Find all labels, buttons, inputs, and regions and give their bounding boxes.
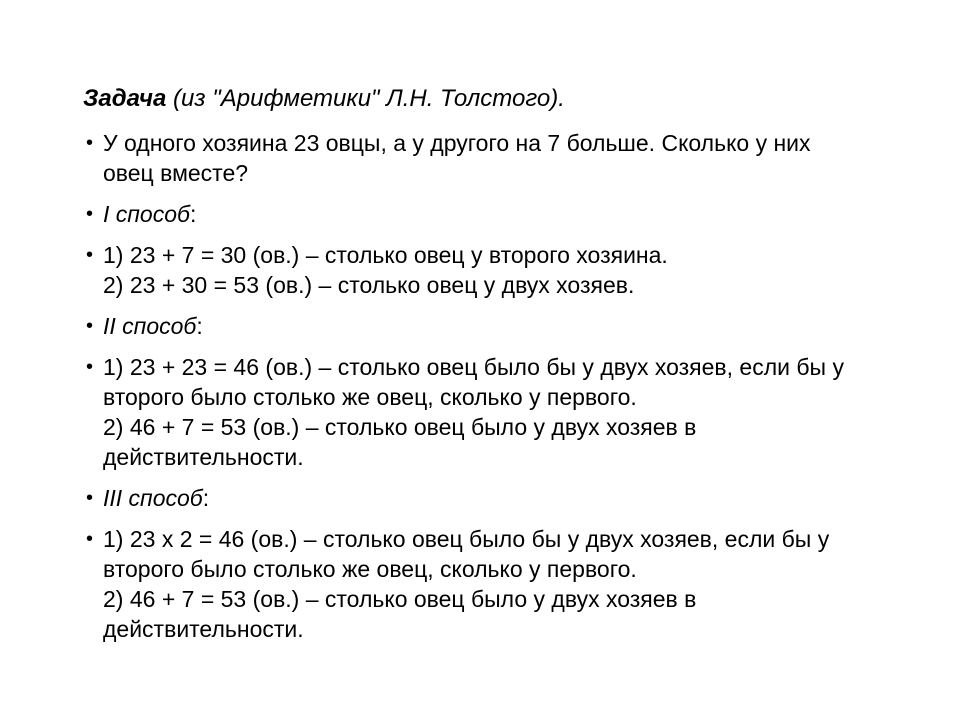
step-line: 1) 23 + 7 = 30 (ов.) – столько овец у второго хозяина. — [103, 242, 668, 268]
step-line: второго было столько же овец, сколько у первого. — [103, 556, 637, 582]
method3-heading — [103, 483, 930, 513]
problem-line: овец вместе? — [103, 160, 249, 186]
bullet-icon: • — [86, 203, 94, 225]
method2-steps — [103, 352, 930, 472]
title-lead: Задача — [83, 85, 167, 112]
step-line: второго было столько же овец, сколько у первого. — [103, 384, 637, 410]
bullet-icon: • — [86, 244, 94, 266]
page-title — [83, 84, 930, 114]
method1-heading — [103, 199, 930, 229]
bullet-icon: • — [86, 132, 94, 154]
method2-label: II способ — [103, 313, 197, 339]
method3-label: III способ — [103, 485, 203, 511]
method1-label: I способ — [103, 201, 190, 227]
bullet-method1-steps — [83, 240, 930, 300]
step-line: действительности. — [103, 444, 304, 470]
problem-text — [103, 128, 930, 188]
bullet-icon: • — [86, 487, 94, 509]
problem-line: У одного хозяина 23 овцы, а у другого на 7 больше. Сколько у них — [103, 130, 811, 156]
bullet-method2-steps — [83, 352, 930, 472]
step-line: 2) 23 + 30 = 53 (ов.) – столько овец у двух хозяев. — [103, 272, 635, 298]
method2-colon: : — [196, 313, 203, 339]
bullet-icon: • — [86, 528, 94, 550]
bullet-problem — [83, 128, 930, 188]
bullet-icon: • — [86, 356, 94, 378]
step-line: действительности. — [103, 616, 304, 642]
step-line: 2) 46 + 7 = 53 (ов.) – столько овец было у двух хозяев в — [103, 414, 697, 440]
title-rest: (из "Арифметики" Л.Н. Толстого). — [166, 85, 565, 112]
method3-steps — [103, 524, 930, 644]
step-line: 2) 46 + 7 = 53 (ов.) – столько овец было у двух хозяев в — [103, 586, 697, 612]
method1-steps — [103, 240, 930, 300]
step-line: 1) 23 + 23 = 46 (ов.) – столько овец было бы у двух хозяев, если бы у — [103, 354, 844, 380]
method2-heading — [103, 311, 930, 341]
method1-colon: : — [189, 201, 197, 227]
bullet-method1-heading — [83, 199, 930, 229]
bullet-method3-heading — [83, 483, 930, 513]
bullet-icon: • — [86, 315, 94, 337]
method3-colon: : — [202, 485, 210, 511]
bullet-method2-heading — [83, 311, 930, 341]
bullet-method3-steps — [83, 524, 930, 644]
step-line: 1) 23 x 2 = 46 (ов.) – столько овец было бы у двух хозяев, если бы у — [103, 526, 830, 552]
